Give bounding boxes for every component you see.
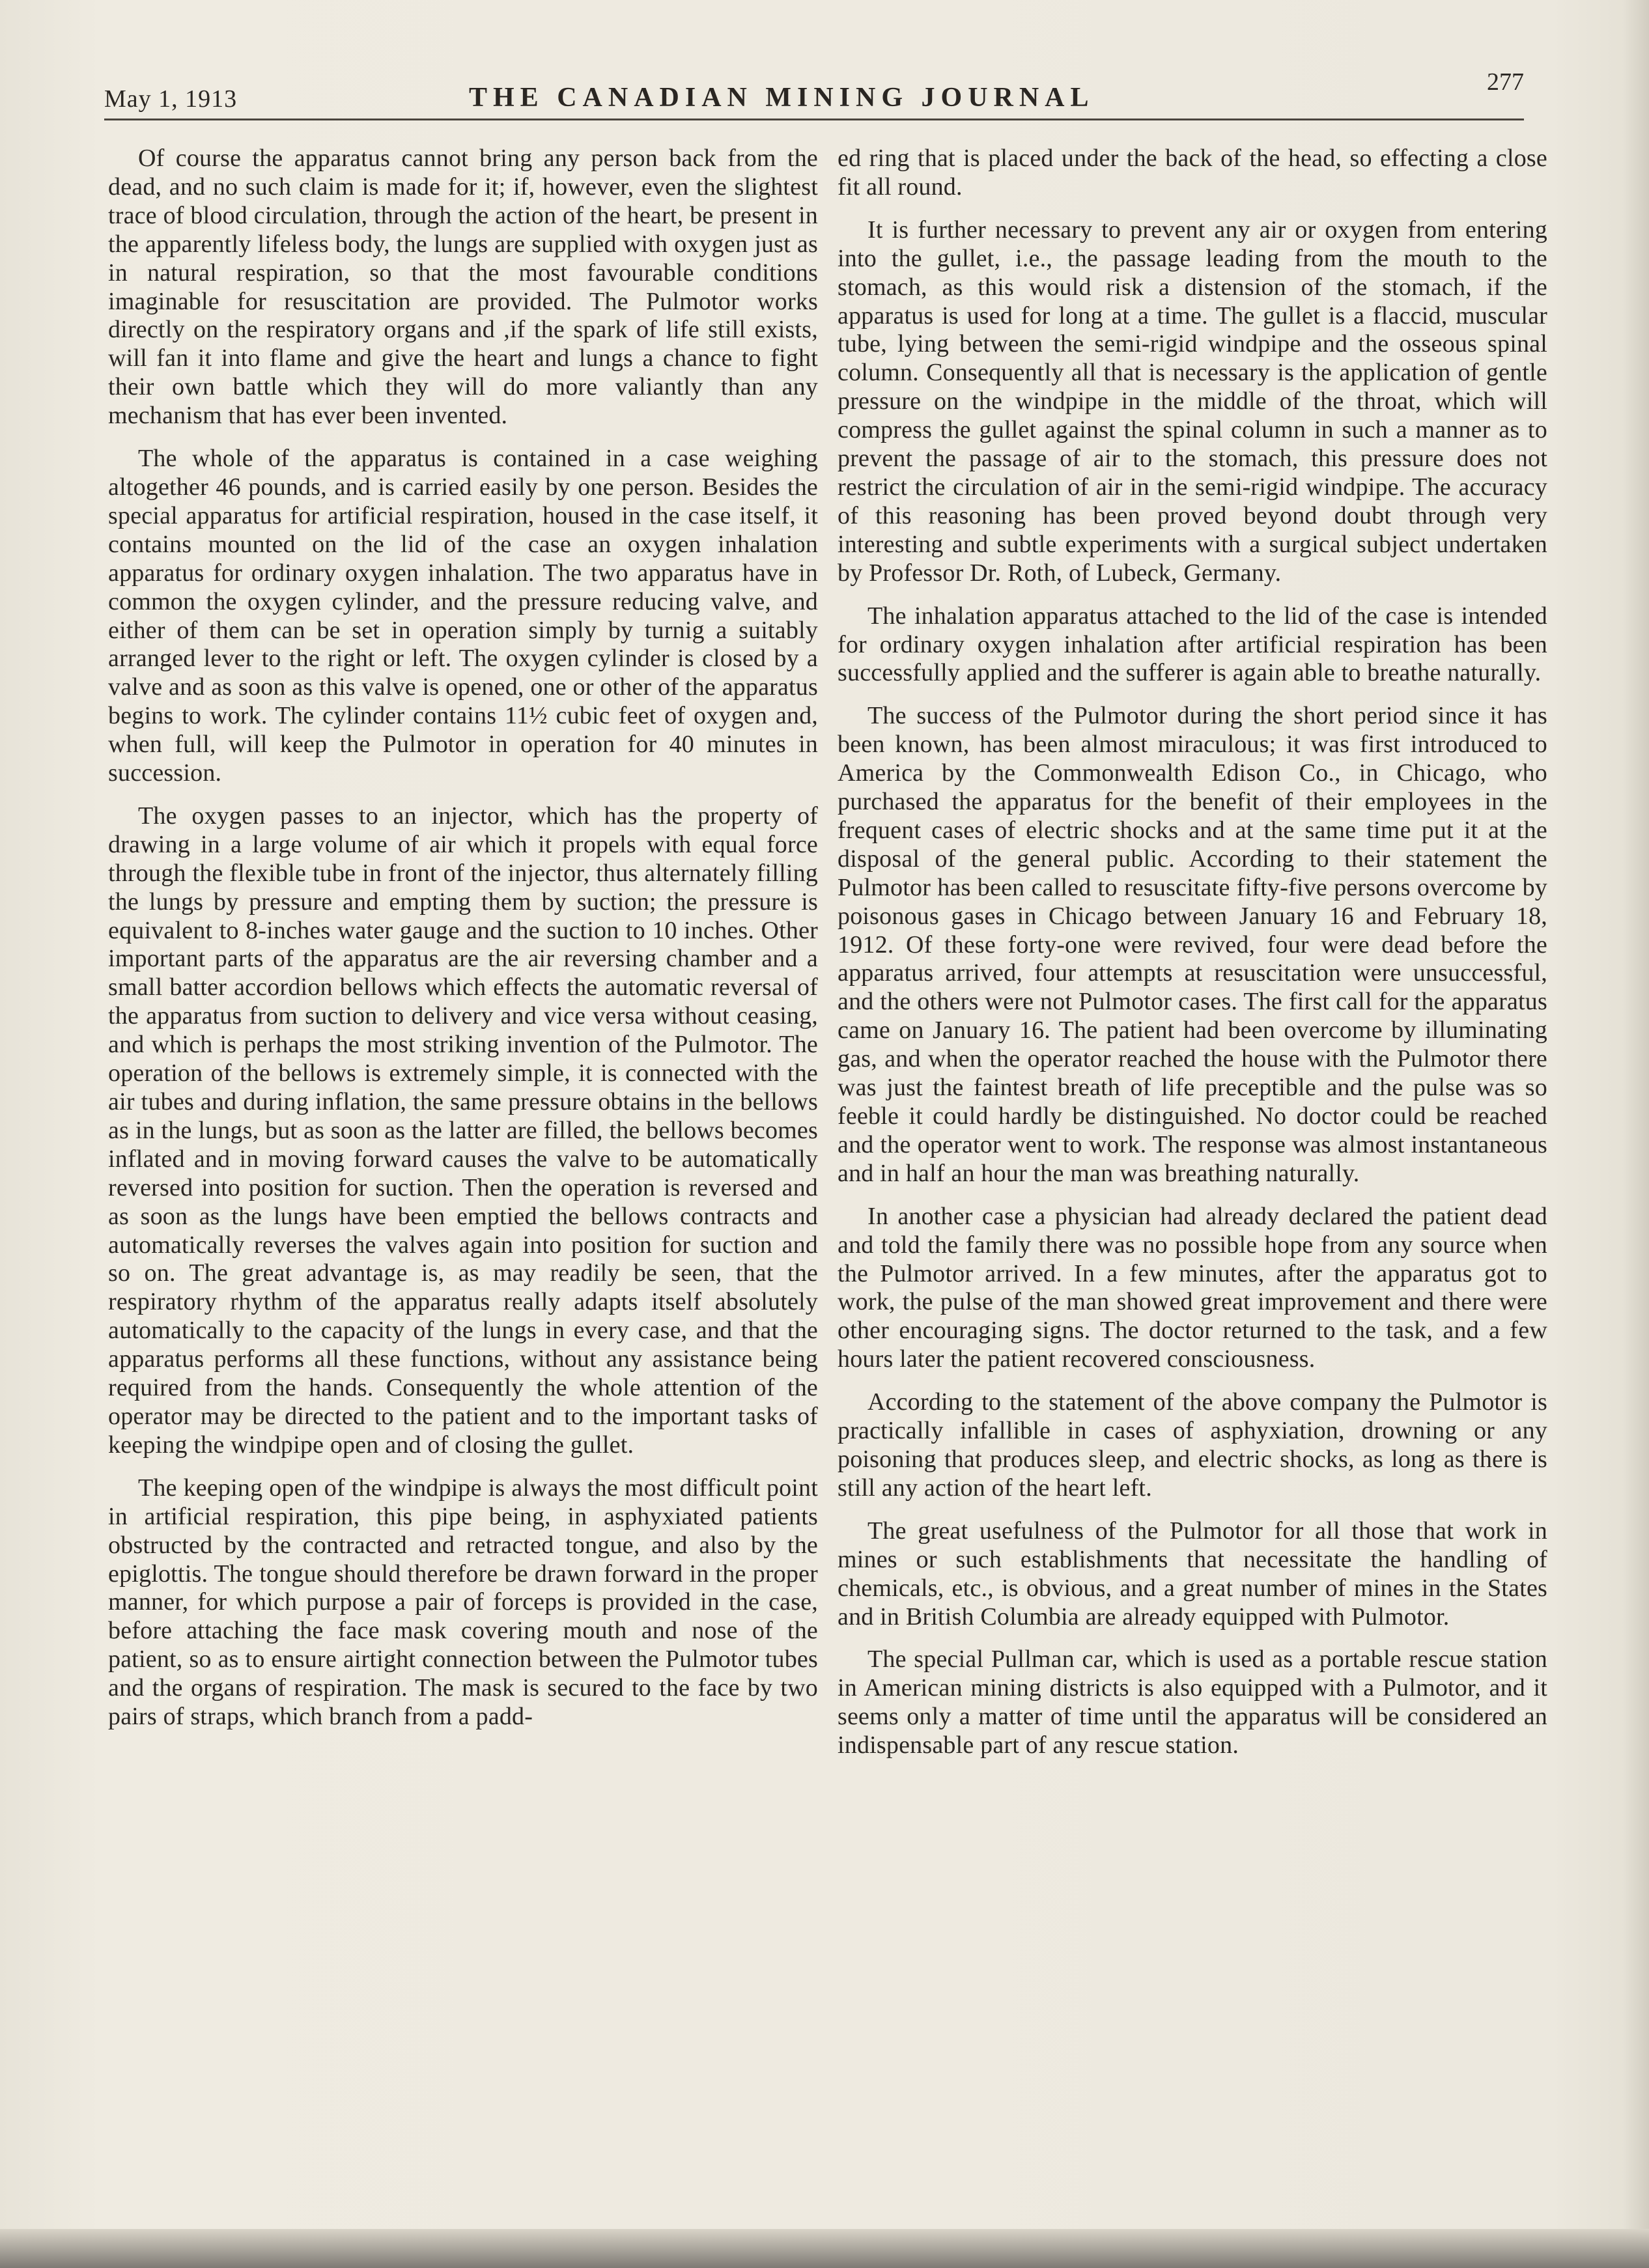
- paragraph: According to the statement of the above company the Pulmotor is practically infallible in cases of asphyxiation, drowning or any poisoning that produces sleep, and electric shocks, as long as there is still any action of the heart left.: [838, 1388, 1547, 1502]
- paragraph: The great usefulness of the Pulmotor for all those that work in mines or such establishments that necessitate the handling of chemicals, etc., is obvious, and a great number of mines in the States and in British Columbia are already equipped with Pulmotor.: [838, 1517, 1547, 1631]
- paragraph: The oxygen passes to an injector, which has the property of drawing in a large volume of air which it propels with equal force through the flexible tube in front of the injector, thus alternately filling the lungs by pressure and empting them by suction; the pressure is equivalent to 8-inches water gauge and the suction to 10 inches. Other important parts of the apparatus are the air reversing chamber and a small batter accordion bellows which effects the automatic reversal of the apparatus from suction to delivery and vice versa without ceasing, and which is perhaps the most striking invention of the Pulmotor. The operation of the bellows is extremely simple, it is connected with the air tubes and during inflation, the same pressure obtains in the bellows as in the lungs, but as soon as the latter are filled, the bellows becomes inflated and in moving forward causes the valve to be automatically reversed into position for suction. Then the operation is reversed and as soon as the lungs have been emptied the bellows contracts and automatically reverses the valves again into position for suction and so on. The great advantage is, as may readily be seen, that the respiratory rhythm of the apparatus really adapts itself absolutely automatically to the capacity of the lungs in every case, and that the apparatus performs all these functions, without any assistance being required from the hands. Consequently the whole attention of the operator may be directed to the patient and to the important tasks of keeping the windpipe open and of closing the gullet.: [108, 802, 818, 1459]
- page-header: [104, 68, 1524, 124]
- scan-bottom-edge: [0, 2229, 1649, 2268]
- left-column: [108, 145, 818, 1746]
- paragraph: It is further necessary to prevent any air or oxygen from entering into the gullet, i.e., the passage leading from the mouth to the stomach, as this would risk a distension of the stomach, if the apparatus is used for long at a time. The gullet is a flaccid, muscular tube, lying between the semi-rigid windpipe and the osseous spinal column. Consequently all that is necessary is the application of gentle pressure on the windpipe in the middle of the throat, which will compress the gullet against the spinal column in such a manner as to prevent the passage of air to the stomach, this pressure does not restrict the circulation of air in the semi-rigid windpipe. The accuracy of this reasoning has been proved beyond doubt through very interesting and subtle experiments with a surgical subject undertaken by Professor Dr. Roth, of Lubeck, Germany.: [838, 216, 1547, 587]
- paragraph: The inhalation apparatus attached to the lid of the case is intended for ordinary oxygen inhalation after artificial respiration has been successfully applied and the sufferer is again able to breathe naturally.: [838, 602, 1547, 687]
- header-rule: [104, 119, 1524, 120]
- issue-date: May 1, 1913: [104, 85, 238, 113]
- paragraph: In another case a physician had already declared the patient dead and told the family there was no possible hope from any source when the Pulmotor arrived. In a few minutes, after the apparatus got to work, the pulse of the man showed great improvement and there were other encouraging signs. The doctor returned to the task, and a few hours later the patient recovered consciousness.: [838, 1202, 1547, 1373]
- page-edge-shadow: [1623, 0, 1649, 2268]
- paragraph: The special Pullman car, which is used as a portable rescue station in American mining districts is also equipped with a Pulmotor, and it seems only a matter of time until the apparatus will be considered an indispensable part of any rescue station.: [838, 1645, 1547, 1759]
- right-column: [838, 145, 1547, 1774]
- paragraph-continuation: ed ring that is placed under the back of the head, so effecting a close fit all round.: [838, 145, 1547, 201]
- paragraph: The success of the Pulmotor during the short period since it has been known, has been almost miraculous; it was first introduced to America by the Commonwealth Edison Co., in Chicago, who purchased the apparatus for the benefit of their employees in the frequent cases of electric shocks and at the same time put it at the disposal of the general public. According to their statement the Pulmotor has been called to resuscitate fifty-five persons overcome by poisonous gases in Chicago between January 16 and February 18, 1912. Of these forty-one were revived, four were dead before the apparatus arrived, four attempts at resuscitation were unsuccessful, and the others were not Pulmotor cases. The first call for the apparatus came on January 16. The patient had been overcome by illuminating gas, and when the operator reached the house with the Pulmotor there was just the faintest breath of life preceptible and the pulse was so feeble it could hardly be distinguished. No doctor could be reached and the operator went to work. The response was almost instantaneous and in half an hour the man was breathing naturally.: [838, 702, 1547, 1187]
- paragraph: Of course the apparatus cannot bring any person back from the dead, and no such claim is made for it; if, however, even the slightest trace of blood circulation, through the action of the heart, be present in the apparently lifeless body, the lungs are supplied with oxygen just as in natural respiration, so that the most favourable conditions imaginable for resuscitation are provided. The Pulmotor works directly on the respiratory organs and ,if the spark of life still exists, will fan it into flame and give the heart and lungs a chance to fight their own battle which they will do more valiantly than any mechanism that has ever been invented.: [108, 145, 818, 430]
- page-number: 277: [1487, 68, 1524, 96]
- journal-title: THE CANADIAN MINING JOURNAL: [469, 83, 1095, 113]
- paragraph: The whole of the apparatus is contained in a case weighing altogether 46 pounds, and is carried easily by one person. Besides the special apparatus for artificial respiration, housed in the case itself, it contains mounted on the lid of the case an oxygen inhalation apparatus for ordinary oxygen inhalation. The two apparatus have in common the oxygen cylinder, and the pressure reducing valve, and either of them can be set in operation simply by turnig a suitably arranged lever to the right or left. The oxygen cylinder is closed by a valve and as soon as this valve is opened, one or other of the apparatus begins to work. The cylinder contains 11½ cubic feet of oxygen and, when full, will keep the Pulmotor in operation for 40 minutes in succession.: [108, 445, 818, 787]
- paragraph: The keeping open of the windpipe is always the most difficult point in artificial respiration, this pipe being, in asphyxiated patients obstructed by the contracted and retracted tongue, and also by the epiglottis. The tongue should therefore be drawn forward in the proper manner, for which purpose a pair of forceps is provided in the case, before attaching the face mask covering mouth and nose of the patient, so as to ensure airtight connection between the Pulmotor tubes and the organs of respiration. The mask is secured to the face by two pairs of straps, which branch from a padd-: [108, 1474, 818, 1731]
